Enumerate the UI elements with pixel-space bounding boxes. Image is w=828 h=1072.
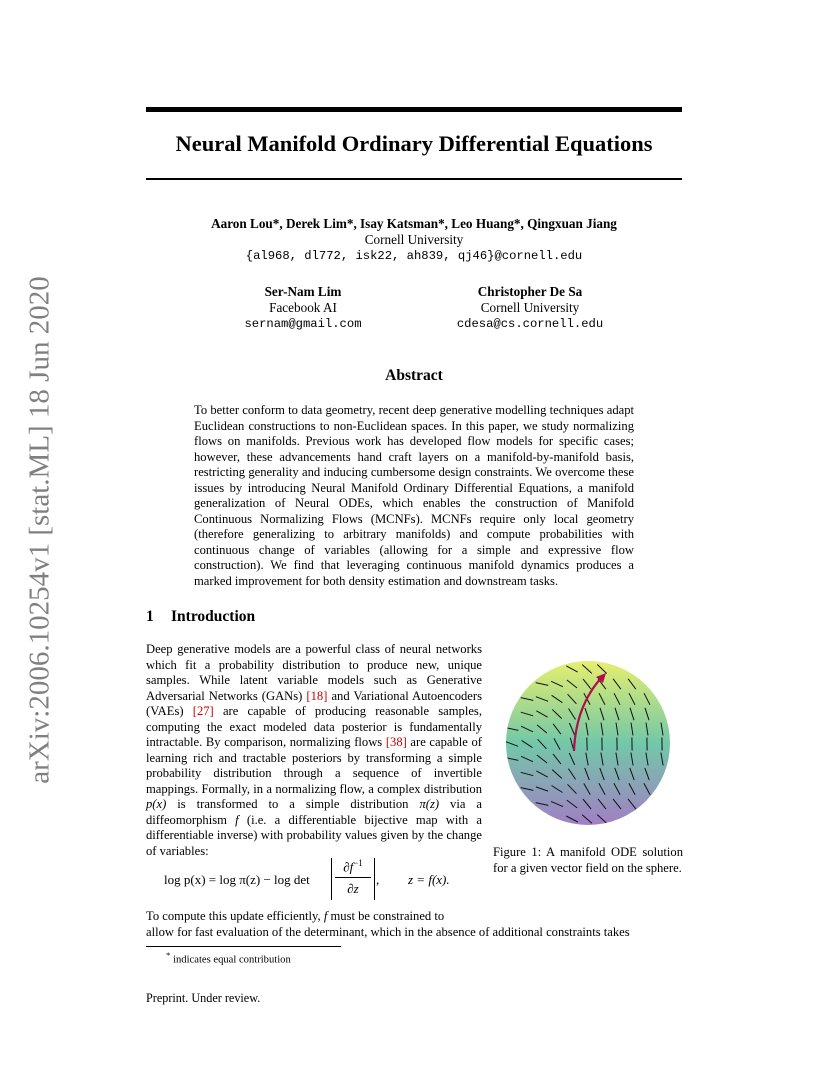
author-email: sernam@gmail.com: [244, 317, 362, 331]
arxiv-side-stamp: arXiv:2006.10254v1 [stat.ML] 18 Jun 2020: [23, 276, 56, 784]
math-inline: π(z): [419, 797, 440, 811]
continuation-text-a: To compute this update efficiently,: [146, 909, 324, 923]
author-names: Aaron Lou*, Derek Lim*, Isay Katsman*, Leo Huang*, Qingxuan Jiang: [211, 216, 617, 231]
equation-comma: ,: [376, 872, 380, 887]
intro-paragraph: [146, 642, 482, 859]
abstract-text: To better conform to data geometry, recent deep generative modelling techniques adapt Euclidean constructions to non-Euclidean spaces. In this paper, we study normalizing flows on manifolds. Previous work has developed flow models for specific cases; however, these advancements hand craft layers on a manifold-by-manifold basis, restricting generality and inducing cumbersome design constraints. We overcome these issues by introducing Neural Manifold Ordinary Differential Equations, a manifold generalization of Neural ODEs, which enables the construction of Manifold Continuous Normalizing Flows (MCNFs). MCNFs require only local geometry (therefore generalizing to arbitrary manifolds) and compute probabilities with continuous change of variables (allowing for a simple and expressive flow construction). We find that leveraging continuous manifold dynamics produces a marked improvement for both density estimation and downstream tasks.: [194, 403, 634, 588]
footnote: [166, 950, 291, 966]
continuation-line-1: [146, 909, 482, 925]
author-affiliation: Cornell University: [364, 232, 464, 247]
section-number: 1: [146, 608, 154, 625]
sphere-vector-field-figure: [502, 655, 674, 835]
continuation-line-2: allow for fast evaluation of the determinant, which in the absence of additional constraints takes: [146, 924, 630, 939]
intro-text: via a diffeomorphism: [146, 797, 483, 827]
footnote-mark: *: [166, 950, 171, 960]
det-bar-left: [331, 858, 332, 900]
title-bottom-rule: [146, 178, 682, 180]
fraction-numerator: ∂f: [343, 859, 354, 875]
figure-caption: Figure 1: A manifold ODE solution for a given vector field on the sphere.: [493, 845, 683, 875]
math-inline: f: [235, 812, 239, 827]
author-name: Ser-Nam Lim: [264, 284, 342, 299]
section-title: Introduction: [171, 608, 256, 625]
author-column-2: [430, 284, 630, 332]
title-top-rule: [146, 107, 682, 112]
author-email: cdesa@cs.cornell.edu: [456, 317, 604, 331]
intro-text: are capable of learning rich and tractable posteriors by transforming a simple probability distribution through a sequence of invertible mappings. Formally, in a normalizing flow, a complex distribution: [146, 735, 482, 796]
intro-text: (i.e. a differentiable bijective map with a differentiable inverse) with probability values given by the change of variables:: [146, 812, 483, 858]
intro-text: are capable of producing reasonable samples, computing the exact modeled data posterior is fundamentally intractable. By comparison, normalizing flows: [146, 704, 482, 749]
change-of-variables-equation: [164, 858, 482, 902]
author-affiliation: Cornell University: [480, 300, 580, 315]
abstract-heading: Abstract: [385, 367, 443, 384]
section-heading: [146, 608, 255, 626]
author-name: Christopher De Sa: [477, 284, 583, 299]
continuation-text: [146, 909, 682, 940]
math-inline: p(x): [146, 797, 167, 811]
footnote-text: indicates equal contribution: [170, 954, 291, 966]
equation-lhs: log p(x) = log π(z) − log det: [164, 872, 310, 887]
author-block: [146, 216, 682, 264]
det-bar-right: [374, 858, 375, 900]
preprint-footer: Preprint. Under review.: [146, 991, 261, 1005]
fraction-superscript: −1: [353, 858, 363, 868]
author-column-1: [213, 284, 393, 332]
author-affiliation: Facebook AI: [269, 300, 337, 315]
citation-link[interactable]: [27]: [192, 704, 214, 718]
fraction-denominator: ∂z: [347, 881, 359, 896]
fraction-bar: [335, 877, 371, 878]
intro-text: is transformed to a simple distribution: [166, 797, 420, 811]
intro-text: and Variational Autoencoders (VAEs): [146, 688, 482, 718]
author-emails: {al968, dl772, isk22, ah839, qj46}@cornell.edu: [245, 249, 583, 263]
equation-rhs: z = f(x).: [408, 872, 450, 887]
footnote-rule: [146, 946, 341, 947]
math-inline: f: [323, 909, 328, 923]
citation-link[interactable]: [18]: [306, 688, 328, 703]
paper-title: Neural Manifold Ordinary Differential Equations: [175, 131, 653, 156]
jacobian-fraction: [335, 858, 371, 897]
citation-link[interactable]: [38]: [385, 735, 407, 749]
continuation-text-b: must be constrained to: [327, 909, 445, 923]
intro-text: Deep generative models are a powerful class of neural networks which fit a probability distribution to produce new, unique samples. While latent variable models such as Generative Adversarial Networks (GANs): [146, 642, 482, 703]
